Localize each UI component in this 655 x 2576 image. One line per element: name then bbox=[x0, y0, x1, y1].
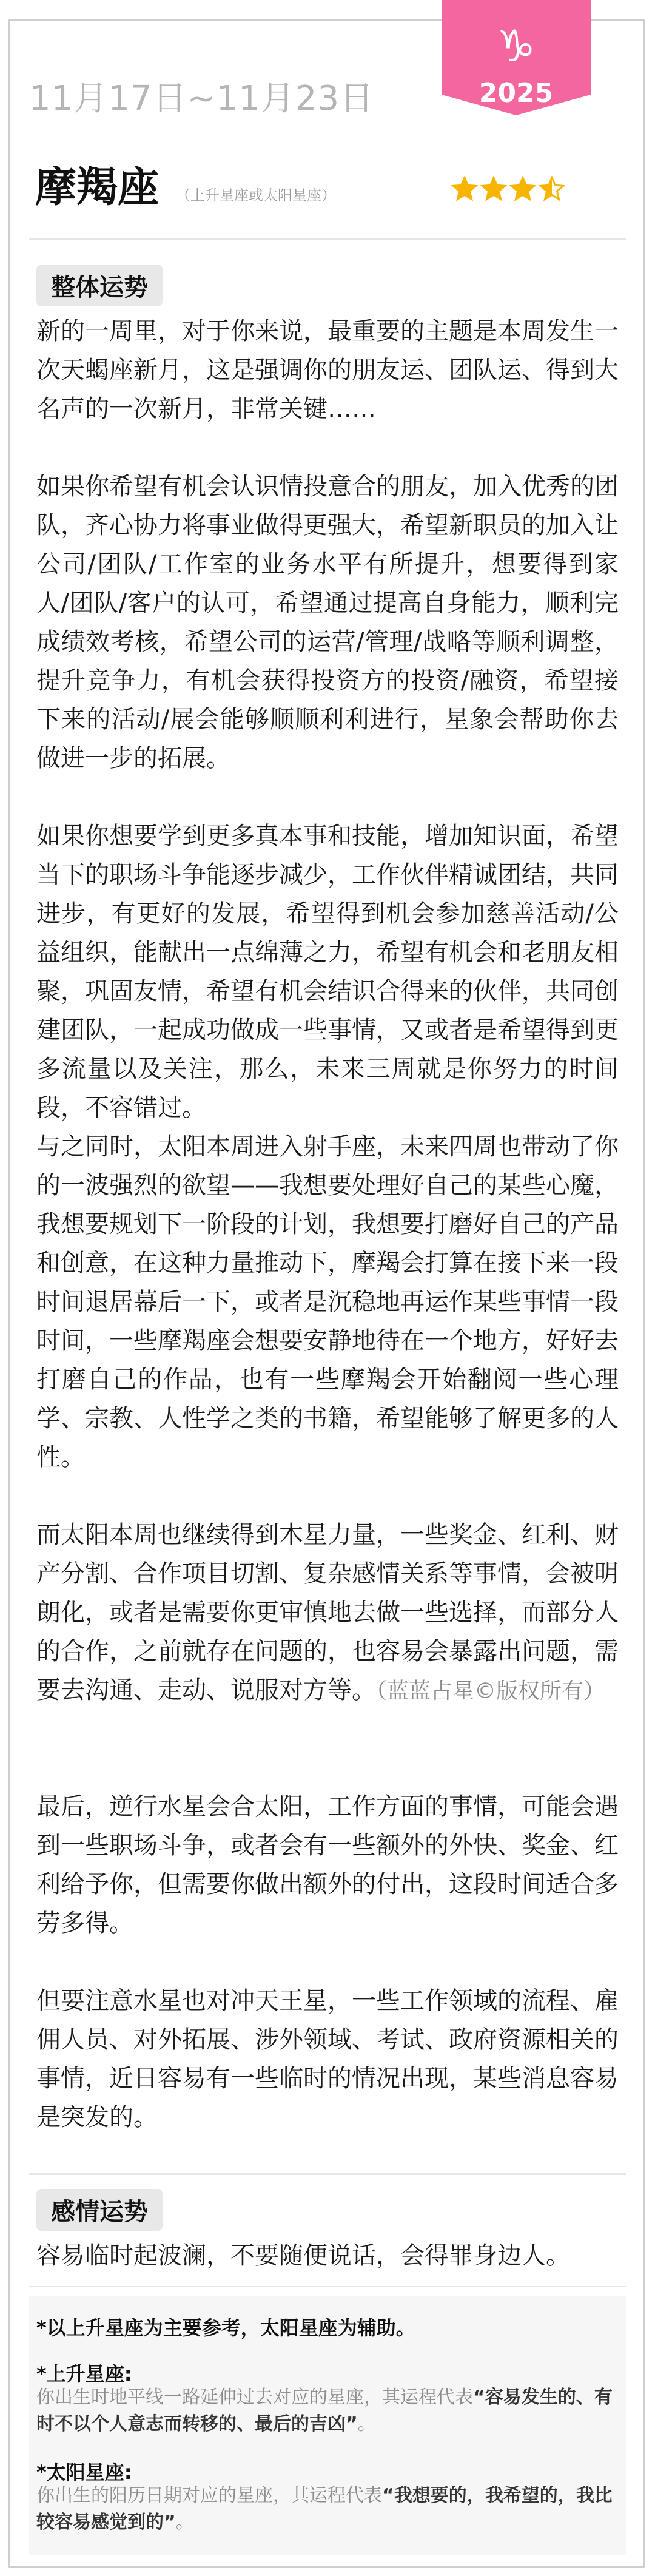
sign-name: 摩羯座 bbox=[35, 164, 160, 212]
star-full-icon bbox=[480, 176, 507, 203]
overall-paragraph: 新的一周里，对于你来说，最重要的主题是本周发生一次天蝎座新月，这是强调你的朋友运、团队运、得到大名声的一次新月，非常关键…… bbox=[36, 317, 619, 423]
star-half-icon bbox=[539, 176, 565, 203]
sign-badge bbox=[442, 0, 591, 115]
date-range: 11月17日~11月23日 bbox=[29, 79, 374, 118]
rising-sign-explanation: 你出生时地平线一路延伸过去对应的星座，其运程代表“容易发生的、有时不以个人意志而转移的、最后的吉凶”。 bbox=[36, 2387, 613, 2435]
capricorn-icon: ♑ bbox=[496, 21, 536, 72]
love-fortune-label: 感情运势 bbox=[36, 2189, 163, 2231]
overall-paragraph bbox=[36, 1516, 619, 1711]
overall-paragraph-text: 而太阳本周也继续得到木星力量，一些奖金、红利、财产分割、合作项目切割、复杂感情关系等事情，会被明朗化，或者是需要你更审慎地去做一些选择，而部分人的合作，之前就存在问题的，也容易会暴露出问题，需要去沟通、走动、说服对方等。 bbox=[36, 1521, 619, 1704]
notes-main: *以上升星座为主要参考，太阳星座为辅助。 bbox=[36, 2316, 415, 2339]
badge-year: 2025 bbox=[479, 78, 554, 109]
sun-sign-title: *太阳星座: bbox=[36, 2461, 132, 2484]
rising-sign-title: *上升星座: bbox=[36, 2362, 132, 2385]
overall-paragraph: 如果你希望有机会认识情投意合的朋友，加入优秀的团队，齐心协力将事业做得更强大，希望新职员的加入让公司/团队/工作室的业务水平有所提升，想要得到家人/团队/客户的认可，希望通过提高自身能力，顺利完成绩效考核，希望公司的运营/管理/战略等顺利调整，提升竞争力，有机会获得投资方的投资/融资，希望接下来的活动/展会能够顺顺利利进行，星象会帮助你去做进一步的拓展。 bbox=[36, 473, 619, 772]
overall-paragraph: 如果你想要学到更多真本事和技能，增加知识面，希望当下的职场斗争能逐步减少，工作伙伴精诚团结，共同进步，有更好的发展，希望得到机会参加慈善活动/公益组织，能献出一点绵薄之力，希望有机会和老朋友相聚，巩固友情，希望有机会结识合得来的伙伴，共同创建团队，一起成功做成一些事情，又或者是希望得到更多流量以及关注，那么，未来三周就是你努力的时间段，不容错过。 bbox=[36, 822, 619, 1122]
divider bbox=[29, 2173, 626, 2175]
sign-type-note: （上升星座或太阳星座） bbox=[176, 187, 336, 204]
love-fortune-text: 容易临时起波澜，不要随便说话，会得罪身边人。 bbox=[36, 2242, 570, 2270]
copyright-note: （蓝蓝占星©版权所有） bbox=[376, 1679, 606, 1704]
sun-sign-explanation: 你出生的阳历日期对应的星座，其运程代表“我想要的，我希望的，我比较容易感觉到的”。 bbox=[36, 2485, 613, 2533]
divider bbox=[29, 2286, 626, 2287]
star-full-icon bbox=[509, 176, 536, 203]
star-rating bbox=[451, 176, 568, 205]
star-full-icon bbox=[451, 176, 478, 203]
overall-paragraph: 但要注意水星也对冲天王星，一些工作领域的流程、雇佣人员、对外拓展、涉外领域、考试、政府资源相关的事情，近日容易有一些临时的情况出现，某些消息容易是突发的。 bbox=[36, 1987, 619, 2131]
overall-paragraph: 与之同时，太阳本周进入射手座，未来四周也带动了你的一波强烈的欲望——我想要处理好自己的某些心魔，我想要规划下一阶段的计划，我想要打磨好自己的产品和创意，在这种力量推动下，摩羯会打算在接下来一段时间退居幕后一下，或者是沉稳地再运作某些事情一段时间，一些摩羯座会想要安静地待在一个地方，好好去打磨自己的作品，也有一些摩羯会开始翻阅一些心理学、宗教、人性学之类的书籍，希望能够了解更多的人性。 bbox=[36, 1133, 619, 1471]
overall-paragraph: 最后，逆行水星会合太阳，工作方面的事情，可能会遇到一些职场斗争，或者会有一些额外的外快、奖金、红利给予你，但需要你做出额外的付出，这段时间适合多劳多得。 bbox=[36, 1793, 619, 1937]
divider bbox=[29, 238, 626, 240]
overall-fortune-label: 整体运势 bbox=[36, 265, 163, 306]
